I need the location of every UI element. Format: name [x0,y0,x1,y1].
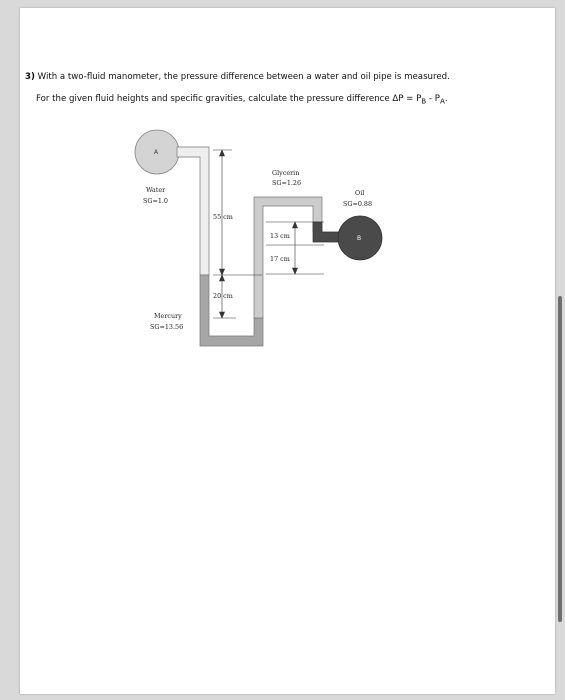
subscript-b: B [421,96,427,106]
question-line-1: With a two-fluid manometer, the pressure difference between a water and oil pipe is measured. [37,72,450,82]
oil-column [313,222,340,242]
water-sg-label: SG=1.0 [143,197,169,205]
dimension-20cm-label: 20 cm [213,292,233,300]
question-line-2-text: For the given fluid heights and specific gravities, calculate the pressure difference ΔP = P [36,94,422,104]
oil-label: Oil [355,189,365,197]
question-number: 3) [25,72,35,82]
water-label: Water [146,186,166,194]
mercury-label: Mercury [154,312,182,320]
glycerin-sg-label: SG=1.26 [272,179,302,187]
dimension-17cm-label: 17 cm [270,255,290,263]
question-line-2-mid: - P [426,94,440,104]
dimension-55cm-label: 55 cm [213,213,233,221]
glycerin-label: Glycerin [272,169,300,177]
mercury-column [200,275,263,346]
water-column [177,147,209,275]
dimension-13cm-label: 13 cm [270,232,290,240]
pipe-b-label: B [357,235,362,242]
subscript-a: A [439,96,445,106]
pipe-a-label: A [154,149,159,156]
question-line-2-end: . [444,94,448,104]
oil-sg-label: SG=0.88 [343,200,373,208]
mercury-sg-label: SG=13.56 [150,323,184,331]
